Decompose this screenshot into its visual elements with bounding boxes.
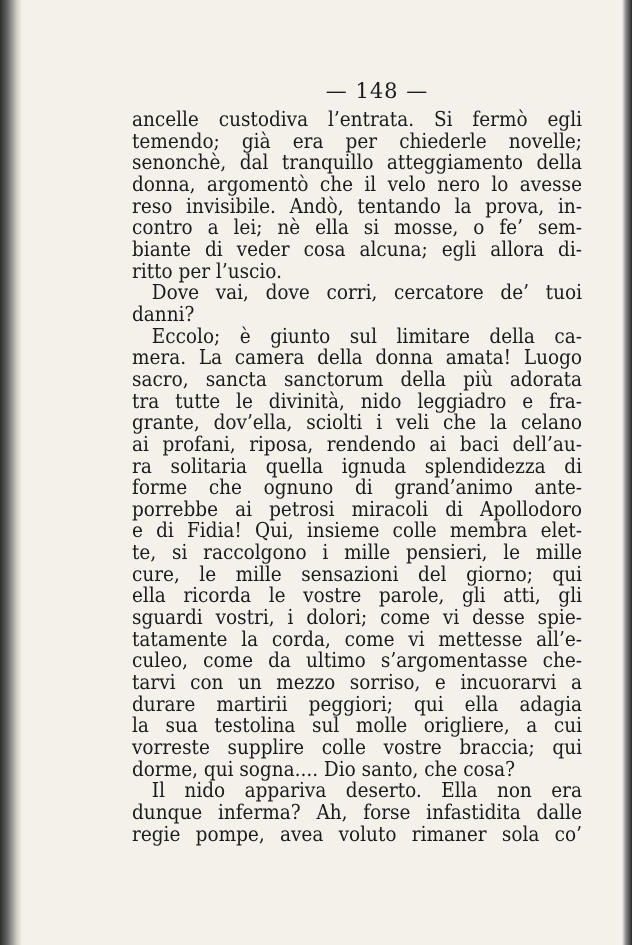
text-line: reso invisibile. Andò, tentando la prova, in- bbox=[132, 193, 582, 218]
page-number: — 148 — bbox=[325, 79, 429, 103]
text-line: tarvi con un mezzo sorriso, e incuorarvi a bbox=[132, 670, 582, 695]
text-line: regie pompe, avea voluto rimaner sola co’ bbox=[132, 821, 582, 846]
text-line: vorreste supplire colle vostre braccia; qui bbox=[132, 735, 582, 760]
text-line: tatamente la corda, come vi mettesse all’e- bbox=[132, 626, 582, 651]
text-line: mera. La camera della donna amata! Luogo bbox=[132, 345, 582, 370]
text-line: Dove vai, dove corri, cercatore de’ tuoi bbox=[151, 280, 583, 305]
text-line: danni? bbox=[132, 301, 195, 326]
text-line: Eccolo; è giunto sul limitare della ca- bbox=[151, 323, 583, 348]
text-line: senonchè, dal tranquillo atteggiamento della bbox=[132, 150, 582, 175]
text-line: ra solitaria quella ignuda splendidezza di bbox=[132, 453, 582, 478]
text-line: donna, argomentò che il velo nero lo avesse bbox=[132, 171, 582, 196]
book-page bbox=[132, 78, 582, 845]
text-line: grante, dov’ella, sciolti i veli che la celano bbox=[132, 410, 582, 435]
text-line: forme che ognuno di grand’animo ante- bbox=[132, 475, 582, 500]
page-edge-shadow bbox=[622, 0, 632, 945]
text-line: cure, le mille sensazioni del giorno; qui bbox=[132, 561, 582, 586]
text-line: dunque inferma? Ah, forse infastidita dalle bbox=[132, 800, 582, 824]
text-line: porrebbe ai petrosi miracoli di Apollodoro bbox=[132, 496, 582, 521]
text-line: dorme, qui sogna.... Dio santo, che cosa? bbox=[132, 756, 516, 781]
text-line: ella ricorda le vostre parole, gli atti, gli bbox=[132, 583, 582, 608]
text-line: Il nido appariva deserto. Ella non era bbox=[151, 778, 583, 803]
text-line: biante di veder cosa alcuna; egli allora di- bbox=[132, 236, 582, 261]
text-line: durare martirii peggiori; qui ella adagia bbox=[132, 691, 582, 716]
text-line: culeo, come da ultimo s’argomentasse che- bbox=[132, 648, 582, 673]
text-line: temendo; già era per chiederle novelle; bbox=[132, 128, 582, 153]
text-line: contro a lei; nè ella si mosse, o fe’ sem- bbox=[132, 215, 582, 240]
book-binding-shadow bbox=[0, 0, 22, 945]
text-line: ai profani, riposa, rendendo ai baci dell’au- bbox=[132, 431, 582, 456]
text-line: tra tutte le divinità, nido leggiadro e fra- bbox=[132, 388, 582, 413]
text-line: sacro, sancta sanctorum della più adorata bbox=[132, 366, 582, 391]
text-line: ancelle custodiva l’entrata. Si fermò egli bbox=[132, 107, 582, 131]
text-line: te, si raccolgono i mille pensieri, le mille bbox=[132, 540, 582, 565]
text-line: la sua testolina sul molle origliere, a cui bbox=[132, 713, 582, 738]
text-line: sguardi vostri, i dolori; come vi desse spie- bbox=[132, 605, 582, 630]
text-line: e di Fidia! Qui, insieme colle membra elet- bbox=[132, 518, 582, 543]
text-line: ritto per l’uscio. bbox=[132, 258, 282, 283]
